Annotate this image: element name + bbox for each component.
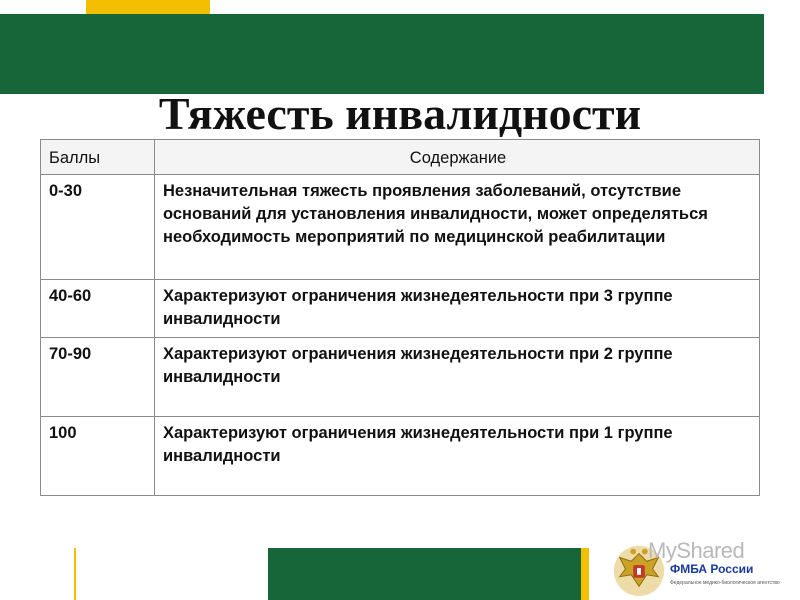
bottom-accent-yellow	[581, 548, 589, 600]
bottom-banner-green	[268, 548, 581, 600]
watermark-text: MyShared	[648, 538, 745, 563]
org-name: ФМБА России	[670, 562, 754, 576]
score-cell: 0-30	[41, 175, 155, 280]
table-row	[41, 175, 760, 280]
bottom-accent-line	[74, 548, 76, 600]
score-cell: 70-90	[41, 338, 155, 417]
content-cell: Характеризуют ограничения жизнедеятельности при 2 группе инвалидности	[155, 338, 760, 417]
content-cell: Характеризуют ограничения жизнедеятельности при 1 группе инвалидности	[155, 417, 760, 496]
table-header-row	[41, 140, 760, 175]
top-banner-green	[0, 14, 764, 94]
top-accent-bar-yellow	[86, 0, 210, 14]
disability-severity-table	[40, 139, 760, 496]
content-cell: Незначительная тяжесть проявления заболеваний, отсутствие оснований для установления инвалидности, может определяться необходимость мероприятий по медицинской реабилитации	[155, 175, 760, 280]
header-score: Баллы	[41, 140, 155, 175]
score-cell: 40-60	[41, 280, 155, 338]
content-cell: Характеризуют ограничения жизнедеятельности при 3 группе инвалидности	[155, 280, 760, 338]
table-row	[41, 417, 760, 496]
slide-title: Тяжесть инвалидности	[158, 88, 642, 139]
score-cell: 100	[41, 417, 155, 496]
header-content: Содержание	[155, 140, 760, 175]
table-row	[41, 338, 760, 417]
org-full-name: Федеральное медико-биологическое агентство	[670, 580, 780, 586]
table-row	[41, 280, 760, 338]
